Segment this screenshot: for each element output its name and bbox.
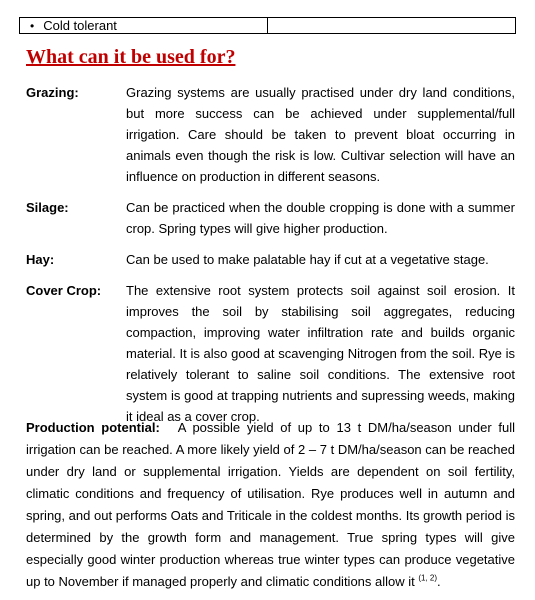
silage-section [26,197,515,239]
table-cell-left [20,18,268,33]
reference-superscript: (1, 2) [418,573,438,583]
grazing-label: Grazing: [26,85,79,100]
grazing-text: Grazing systems are usually practised under dry land conditions, but more success can be achieved under supplemental/full irrigation. Care should be taken to prevent bloat occurring in animals even though the risk is low. Cultivar selection will have an influence on production in different seasons. [126,85,515,184]
silage-label: Silage: [26,200,69,215]
hay-label: Hay: [26,252,55,267]
production-potential-label: Production potential: [26,420,160,435]
cover-crop-text: The extensive root system protects soil against soil erosion. It improves the soil by stabilising soil aggregates, reducing compaction, improving water infiltration rate and builds organic material. It is also good at scavenging Nitrogen from the soil. Rye is relatively tolerant to saline soil conditions. The extensive root system is good at trapping nutrients and supressing weeds, making it ideal as a cover crop. [126,283,515,424]
grazing-section [26,82,515,187]
cover-crop-label: Cover Crop: [26,283,102,298]
table-cell-right [268,18,515,33]
section-heading: What can it be used for? [26,46,236,68]
production-potential-text: A possible yield of up to 13 t DM/ha/season under full irrigation can be reached. A more likely yield of 2 – 7 t DM/ha/season can be reached under dry land or supplemental irrigation. Yields are dependent on soil fertility, climatic conditions and frequency of utilisation. Rye produces well in autumn and spring, and out performs Oats and Triticale in the coldest months. Its growth period is determined by the growth form and management. True spring types will give especially good winter production whereas true winter types can produce vegetative up to November if managed properly and climatic conditions allow it [26,420,515,589]
cover-crop-section [26,280,515,427]
bullet-icon: • [30,18,35,33]
table-row [19,17,516,34]
table-cell-text: Cold tolerant [43,18,117,33]
hay-text: Can be used to make palatable hay if cut at a vegetative stage. [126,252,489,267]
silage-text: Can be practiced when the double cropping is done with a summer crop. Spring types will give higher production. [126,200,515,236]
production-end: . [437,574,441,589]
hay-section [26,249,515,270]
production-potential-paragraph [26,417,515,593]
